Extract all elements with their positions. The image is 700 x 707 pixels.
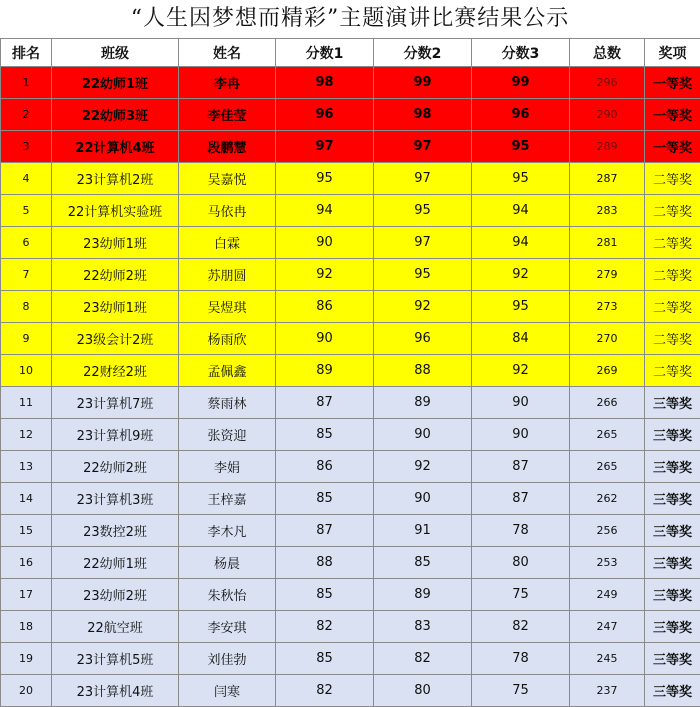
award-cell: 三等奖 (645, 483, 700, 515)
award-cell: 三等奖 (645, 643, 700, 675)
class-cell: 22幼师1班 (52, 67, 179, 99)
score2-cell: 95 (374, 195, 472, 227)
name-cell: 朱秋怡 (179, 579, 276, 611)
award-cell: 一等奖 (645, 131, 700, 163)
table-row (1, 323, 700, 355)
name-cell: 马依冉 (179, 195, 276, 227)
rank-cell: 8 (1, 291, 52, 323)
score3-cell: 94 (472, 195, 570, 227)
score2-cell: 92 (374, 451, 472, 483)
name-cell: 李佳莹 (179, 99, 276, 131)
name-cell: 李冉 (179, 67, 276, 99)
total-cell: 289 (570, 131, 645, 163)
score1-cell: 89 (276, 355, 374, 387)
table-row (1, 131, 700, 163)
name-cell: 杨晨 (179, 547, 276, 579)
table-body (1, 67, 700, 707)
rank-cell: 7 (1, 259, 52, 291)
total-cell: 290 (570, 99, 645, 131)
table-row (1, 195, 700, 227)
score3-cell: 84 (472, 323, 570, 355)
score2-cell: 99 (374, 67, 472, 99)
class-cell: 23幼师1班 (52, 227, 179, 259)
table-row (1, 579, 700, 611)
name-cell: 段鹏慧 (179, 131, 276, 163)
score2-cell: 90 (374, 483, 472, 515)
total-cell: 265 (570, 419, 645, 451)
score1-cell: 82 (276, 611, 374, 643)
score2-cell: 97 (374, 131, 472, 163)
page-title: “人生因梦想而精彩”主题演讲比赛结果公示 (0, 0, 700, 38)
name-cell: 张资迎 (179, 419, 276, 451)
award-cell: 一等奖 (645, 67, 700, 99)
total-cell: 247 (570, 611, 645, 643)
name-cell: 蔡雨林 (179, 387, 276, 419)
name-cell: 李安琪 (179, 611, 276, 643)
score1-cell: 85 (276, 419, 374, 451)
table-row (1, 547, 700, 579)
table-row (1, 163, 700, 195)
score2-cell: 89 (374, 579, 472, 611)
score2-cell: 95 (374, 259, 472, 291)
class-cell: 23计算机2班 (52, 163, 179, 195)
score3-cell: 82 (472, 611, 570, 643)
score3-cell: 78 (472, 643, 570, 675)
score3-cell: 75 (472, 579, 570, 611)
total-cell: 245 (570, 643, 645, 675)
score1-cell: 86 (276, 451, 374, 483)
header-name: 姓名 (179, 39, 276, 67)
total-cell: 287 (570, 163, 645, 195)
score2-cell: 83 (374, 611, 472, 643)
award-cell: 三等奖 (645, 579, 700, 611)
score3-cell: 99 (472, 67, 570, 99)
total-cell: 281 (570, 227, 645, 259)
class-cell: 22幼师2班 (52, 259, 179, 291)
class-cell: 22航空班 (52, 611, 179, 643)
score1-cell: 85 (276, 643, 374, 675)
rank-cell: 5 (1, 195, 52, 227)
award-cell: 二等奖 (645, 227, 700, 259)
score1-cell: 85 (276, 579, 374, 611)
header-rank: 排名 (1, 39, 52, 67)
score3-cell: 87 (472, 451, 570, 483)
score3-cell: 95 (472, 131, 570, 163)
table-row (1, 387, 700, 419)
score1-cell: 86 (276, 291, 374, 323)
name-cell: 苏朋圆 (179, 259, 276, 291)
total-cell: 237 (570, 675, 645, 707)
score3-cell: 95 (472, 163, 570, 195)
header-row (1, 39, 700, 67)
rank-cell: 15 (1, 515, 52, 547)
header-award: 奖项 (645, 39, 700, 67)
score2-cell: 97 (374, 163, 472, 195)
score3-cell: 75 (472, 675, 570, 707)
class-cell: 23计算机7班 (52, 387, 179, 419)
score2-cell: 88 (374, 355, 472, 387)
score3-cell: 87 (472, 483, 570, 515)
award-cell: 二等奖 (645, 195, 700, 227)
score1-cell: 98 (276, 67, 374, 99)
score1-cell: 95 (276, 163, 374, 195)
score2-cell: 85 (374, 547, 472, 579)
score3-cell: 90 (472, 387, 570, 419)
table-row (1, 419, 700, 451)
class-cell: 23计算机3班 (52, 483, 179, 515)
rank-cell: 1 (1, 67, 52, 99)
score3-cell: 80 (472, 547, 570, 579)
score1-cell: 82 (276, 675, 374, 707)
total-cell: 265 (570, 451, 645, 483)
award-cell: 三等奖 (645, 515, 700, 547)
header-score1: 分数1 (276, 39, 374, 67)
name-cell: 王梓嘉 (179, 483, 276, 515)
rank-cell: 2 (1, 99, 52, 131)
name-cell: 孟佩鑫 (179, 355, 276, 387)
score3-cell: 96 (472, 99, 570, 131)
award-cell: 三等奖 (645, 675, 700, 707)
table-row (1, 483, 700, 515)
award-cell: 三等奖 (645, 451, 700, 483)
class-cell: 22计算机4班 (52, 131, 179, 163)
table-row (1, 643, 700, 675)
total-cell: 262 (570, 483, 645, 515)
total-cell: 273 (570, 291, 645, 323)
class-cell: 23级会计2班 (52, 323, 179, 355)
table-row (1, 675, 700, 707)
rank-cell: 3 (1, 131, 52, 163)
header-class: 班级 (52, 39, 179, 67)
rank-cell: 14 (1, 483, 52, 515)
award-cell: 二等奖 (645, 355, 700, 387)
score2-cell: 92 (374, 291, 472, 323)
name-cell: 吴嘉悦 (179, 163, 276, 195)
class-cell: 22幼师1班 (52, 547, 179, 579)
rank-cell: 12 (1, 419, 52, 451)
score1-cell: 96 (276, 99, 374, 131)
score3-cell: 95 (472, 291, 570, 323)
table-row (1, 291, 700, 323)
score2-cell: 98 (374, 99, 472, 131)
score2-cell: 82 (374, 643, 472, 675)
score1-cell: 87 (276, 387, 374, 419)
score3-cell: 78 (472, 515, 570, 547)
header-total: 总数 (570, 39, 645, 67)
award-cell: 二等奖 (645, 323, 700, 355)
name-cell: 闫寒 (179, 675, 276, 707)
rank-cell: 10 (1, 355, 52, 387)
total-cell: 279 (570, 259, 645, 291)
score2-cell: 97 (374, 227, 472, 259)
class-cell: 22财经2班 (52, 355, 179, 387)
score1-cell: 90 (276, 323, 374, 355)
score3-cell: 92 (472, 259, 570, 291)
class-cell: 22幼师2班 (52, 451, 179, 483)
score1-cell: 90 (276, 227, 374, 259)
class-cell: 23幼师1班 (52, 291, 179, 323)
award-cell: 二等奖 (645, 259, 700, 291)
table-row (1, 259, 700, 291)
class-cell: 23幼师2班 (52, 579, 179, 611)
score3-cell: 90 (472, 419, 570, 451)
table-row (1, 67, 700, 99)
award-cell: 三等奖 (645, 387, 700, 419)
rank-cell: 4 (1, 163, 52, 195)
score1-cell: 87 (276, 515, 374, 547)
score1-cell: 92 (276, 259, 374, 291)
score2-cell: 80 (374, 675, 472, 707)
total-cell: 283 (570, 195, 645, 227)
total-cell: 249 (570, 579, 645, 611)
name-cell: 刘佳勃 (179, 643, 276, 675)
table-row (1, 451, 700, 483)
name-cell: 李木凡 (179, 515, 276, 547)
rank-cell: 17 (1, 579, 52, 611)
name-cell: 白霖 (179, 227, 276, 259)
rank-cell: 6 (1, 227, 52, 259)
rank-cell: 18 (1, 611, 52, 643)
rank-cell: 11 (1, 387, 52, 419)
rank-cell: 9 (1, 323, 52, 355)
total-cell: 253 (570, 547, 645, 579)
total-cell: 256 (570, 515, 645, 547)
header-score3: 分数3 (472, 39, 570, 67)
rank-cell: 20 (1, 675, 52, 707)
score1-cell: 97 (276, 131, 374, 163)
award-cell: 三等奖 (645, 547, 700, 579)
score3-cell: 94 (472, 227, 570, 259)
class-cell: 23计算机5班 (52, 643, 179, 675)
rank-cell: 19 (1, 643, 52, 675)
score1-cell: 85 (276, 483, 374, 515)
rank-cell: 16 (1, 547, 52, 579)
score2-cell: 90 (374, 419, 472, 451)
table-row (1, 515, 700, 547)
name-cell: 杨雨欣 (179, 323, 276, 355)
table-row (1, 99, 700, 131)
score2-cell: 89 (374, 387, 472, 419)
award-cell: 二等奖 (645, 163, 700, 195)
table-row (1, 611, 700, 643)
award-cell: 三等奖 (645, 611, 700, 643)
rank-cell: 13 (1, 451, 52, 483)
name-cell: 李娟 (179, 451, 276, 483)
name-cell: 吴煜琪 (179, 291, 276, 323)
class-cell: 23计算机9班 (52, 419, 179, 451)
award-cell: 二等奖 (645, 291, 700, 323)
score3-cell: 92 (472, 355, 570, 387)
class-cell: 22计算机实验班 (52, 195, 179, 227)
total-cell: 269 (570, 355, 645, 387)
award-cell: 一等奖 (645, 99, 700, 131)
class-cell: 23计算机4班 (52, 675, 179, 707)
total-cell: 270 (570, 323, 645, 355)
total-cell: 266 (570, 387, 645, 419)
total-cell: 296 (570, 67, 645, 99)
results-table (0, 38, 700, 707)
score2-cell: 91 (374, 515, 472, 547)
score1-cell: 94 (276, 195, 374, 227)
header-score2: 分数2 (374, 39, 472, 67)
class-cell: 22幼师3班 (52, 99, 179, 131)
table-row (1, 227, 700, 259)
award-cell: 三等奖 (645, 419, 700, 451)
table-row (1, 355, 700, 387)
score1-cell: 88 (276, 547, 374, 579)
class-cell: 23数控2班 (52, 515, 179, 547)
score2-cell: 96 (374, 323, 472, 355)
